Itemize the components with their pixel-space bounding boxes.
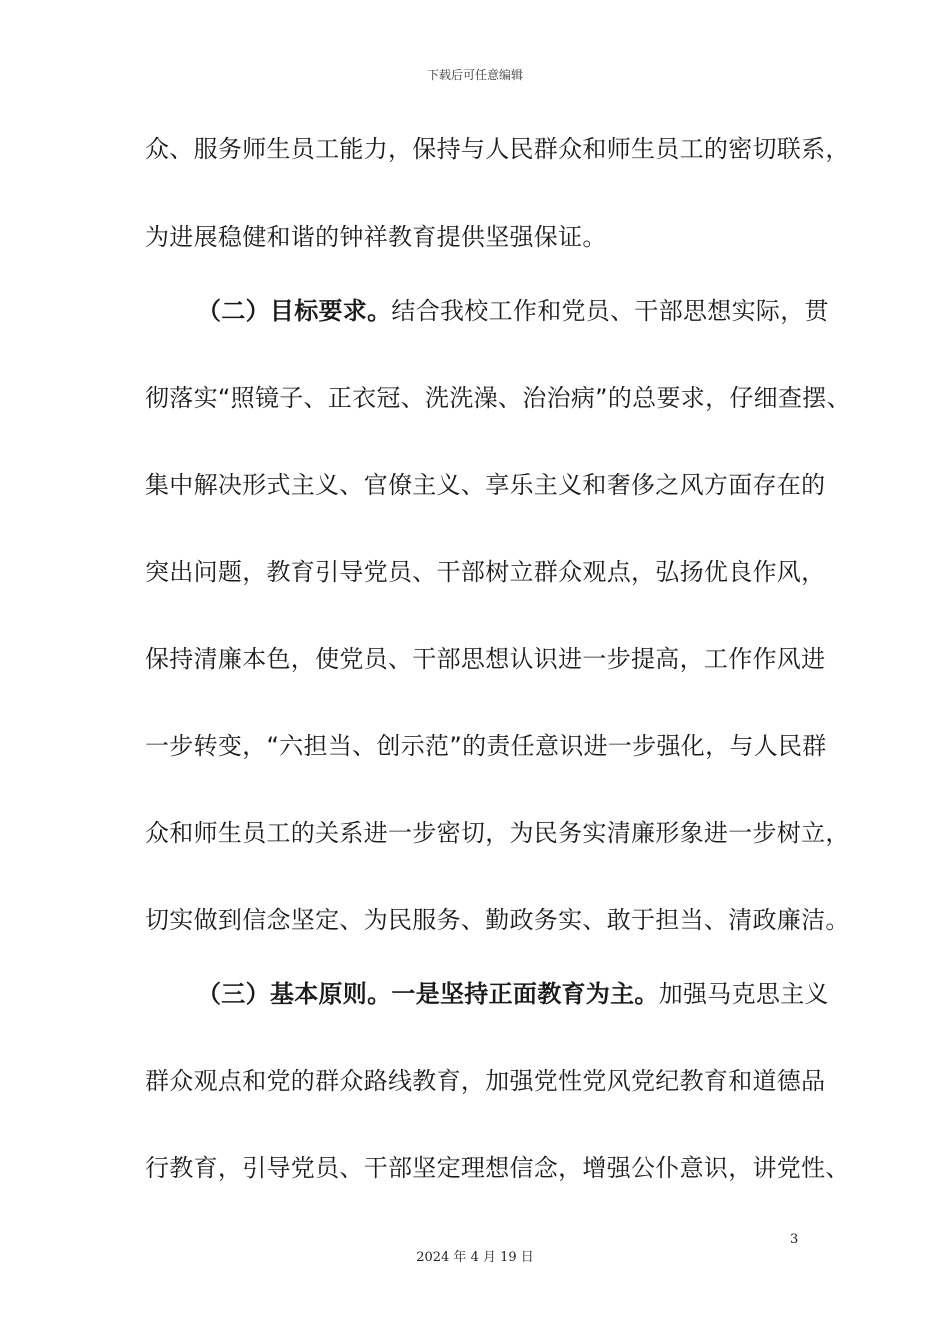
paragraph-line: 众、服务师生员工能力，保持与人民群众和师生员工的密切联系， — [145, 135, 850, 163]
paragraph-line: 为进展稳健和谐的钟祥教育提供坚强保证。 — [145, 223, 607, 251]
paragraph-line — [197, 296, 829, 326]
paragraph-line: 行教育，引导党员、干部坚定理想信念，增强公仆意识，讲党性、 — [145, 1154, 850, 1182]
paragraph-line: 群众观点和党的群众路线教育，加强党性党风党纪教育和道德品 — [145, 1067, 826, 1095]
footer-date: 2024 年 4 月 19 日 — [416, 1250, 534, 1265]
page-number: 3 — [790, 1232, 799, 1247]
section-heading: （三）基本原则。一是坚持正面教育为主。 — [197, 980, 659, 1008]
paragraph-text: 结合我校工作和党员、干部思想实际，贯 — [391, 297, 829, 325]
paragraph-line: 突出问题，教育引导党员、干部树立群众观点，弘扬优良作风， — [145, 558, 826, 586]
paragraph-text: 加强马克思主义 — [658, 980, 829, 1008]
paragraph-line — [197, 979, 829, 1009]
section-heading: （二）目标要求。 — [197, 297, 392, 325]
paragraph-line: 切实做到信念坚定、为民服务、勤政务实、敢于担当、清政廉洁。 — [145, 906, 850, 934]
paragraph-line: 彻落实“照镜子、正衣冠、洗洗澡、治治病”的总要求，仔细查摆、 — [145, 384, 851, 412]
page-header: 下载后可任意编辑 — [426, 68, 523, 82]
paragraph-line: 集中解决形式主义、官僚主义、享乐主义和奢侈之风方面存在的 — [145, 471, 826, 499]
paragraph-line: 保持清廉本色，使党员、干部思想认识进一步提高，工作作风进 — [145, 645, 826, 673]
paragraph-line: 众和师生员工的关系进一步密切，为民务实清廉形象进一步树立， — [145, 819, 850, 847]
paragraph-line: 一步转变，“六担当、创示范”的责任意识进一步强化，与人民群 — [145, 732, 827, 760]
